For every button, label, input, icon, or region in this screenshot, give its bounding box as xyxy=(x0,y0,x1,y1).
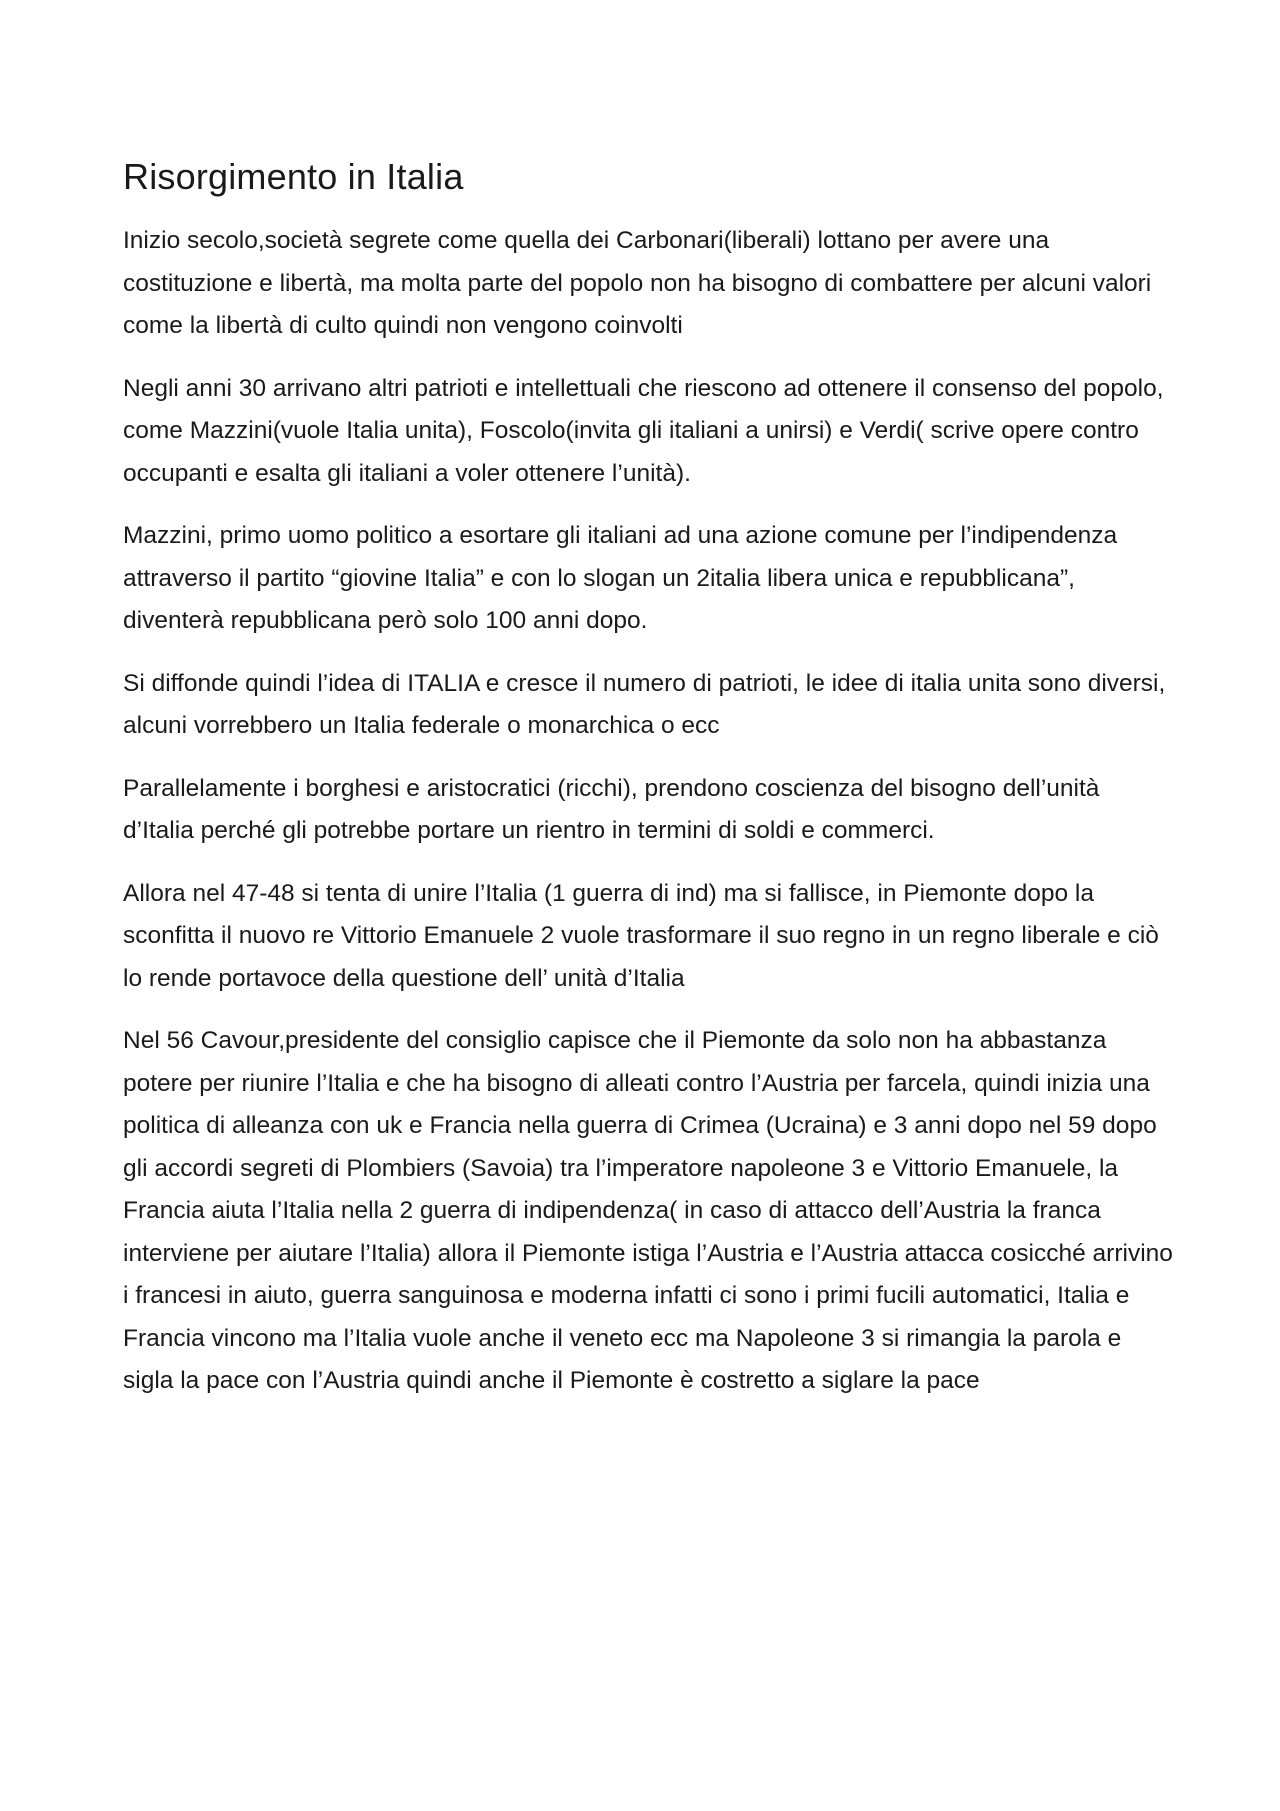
paragraph-idea-italia: Si diffonde quindi l’idea di ITALIA e cresce il numero di patrioti, le idee di italia unita sono diversi, alcuni vorrebbero un Italia federale o monarchica o ecc xyxy=(123,669,1166,740)
paragraph-mazzini: Mazzini, primo uomo politico a esortare gli italiani ad una azione comune per l’indipendenza attraverso il partito “giovine Italia” e con lo slogan un 2italia libera unica e repubblicana”, diventerà repubblicana però solo 100 anni dopo. xyxy=(123,522,1118,635)
document-title: Risorgimento in Italia xyxy=(123,156,464,197)
paragraph-patrioti: Negli anni 30 arrivano altri patrioti e intellettuali che riescono ad ottenere il consenso del popolo, come Mazzini(vuole Italia unita), Foscolo(invita gli italiani a unirsi) e Verdi( scrive opere contro occupanti e esalta gli italiani a voler ottenere l’unità). xyxy=(123,374,1164,487)
document-body xyxy=(123,155,1173,1423)
paragraph-borghesi: Parallelamente i borghesi e aristocratici (ricchi), prendono coscienza del bisogno dell’unità d’Italia perché gli potrebbe portare un rientro in termini di soldi e commerci. xyxy=(123,774,1100,845)
paragraph-carbonari: Inizio secolo,società segrete come quella dei Carbonari(liberali) lottano per avere una costituzione e libertà, ma molta parte del popolo non ha bisogno di combattere per alcuni valori come la libertà di culto quindi non vengono coinvolti xyxy=(123,227,1152,340)
paragraph-cavour: Nel 56 Cavour,presidente del consiglio capisce che il Piemonte da solo non ha abbastanza potere per riunire l’Italia e che ha bisogno di alleati contro l’Austria per farcela, quindi inizia una politica di alleanza con uk e Francia nella guerra di Crimea (Ucraina) e 3 anni dopo nel 59 dopo gli accordi segreti di Plombiers (Savoia) tra l’imperatore napoleone 3 e Vittorio Emanuele, la Francia aiuta l’Italia nella 2 guerra di indipendenza( in caso di attacco dell’Austria la franca interviene per aiutare l’Italia) allora il Piemonte istiga l’Austria e l’Austria attacca cosicché arrivino i francesi in aiuto, guerra sanguinosa e moderna infatti ci sono i primi fucili automatici, Italia e Francia vincono ma l’Italia vuole anche il veneto ecc ma Napoleone 3 si rimangia la parola e sigla la pace con l’Austria quindi anche il Piemonte è costretto a siglare la pace xyxy=(123,1027,1173,1395)
paragraph-prima-guerra: Allora nel 47-48 si tenta di unire l’Italia (1 guerra di ind) ma si fallisce, in Piemonte dopo la sconfitta il nuovo re Vittorio Emanuele 2 vuole trasformare il suo regno in un regno liberale e ciò lo rende portavoce della questione dell’ unità d’Italia xyxy=(123,879,1159,992)
